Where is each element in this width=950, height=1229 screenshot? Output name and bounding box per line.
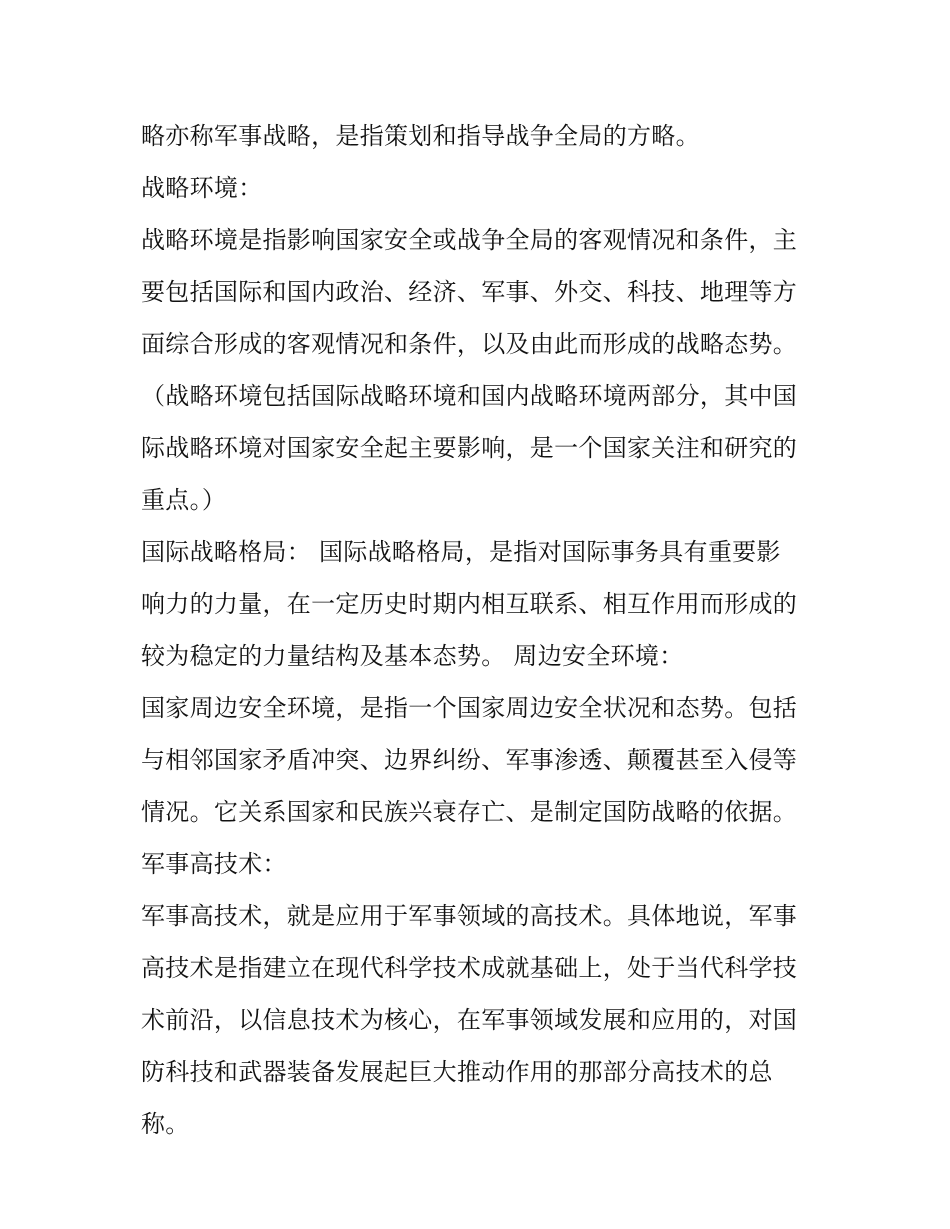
text-line: 较为稳定的力量结构及基本态势。 周边安全环境： (141, 642, 684, 670)
text-line: （战略环境包括国际战略环境和国内战略环境两部分，其中国 (141, 382, 798, 410)
text-line: 战略环境是指影响国家安全或战争全局的客观情况和条件，主 (141, 226, 798, 254)
text-line: 际战略环境对国家安全起主要影响，是一个国家关注和研究的 (141, 434, 798, 462)
text-line: 国家周边安全环境，是指一个国家周边安全状况和态势。包括 (141, 694, 798, 722)
text-line: 响力的力量，在一定历史时期内相互联系、相互作用而形成的 (141, 590, 798, 618)
document-body (141, 110, 813, 1150)
text-line: 称。 (141, 1110, 190, 1138)
section-heading: 战略环境： (141, 174, 263, 202)
text-line: 略亦称军事战略，是指策划和指导战争全局的方略。 (141, 122, 700, 150)
text-line: 要包括国际和国内政治、经济、军事、外交、科技、地理等方 (141, 278, 798, 306)
text-line: 面综合形成的客观情况和条件，以及由此而形成的战略态势。 (141, 330, 798, 358)
text-line: 国际战略格局： 国际战略格局，是指对国际事务具有重要影 (141, 538, 781, 566)
text-line: 与相邻国家矛盾冲突、边界纠纷、军事渗透、颠覆甚至入侵等 (141, 746, 798, 774)
text-line: 高技术是指建立在现代科学技术成就基础上，处于当代科学技 (141, 954, 798, 982)
text-line: 重点。） (141, 486, 227, 514)
text-line: 术前沿，以信息技术为核心，在军事领域发展和应用的，对国 (141, 1006, 798, 1034)
text-line: 情况。它关系国家和民族兴衰存亡、是制定国防战略的依据。 (141, 798, 798, 826)
section-heading: 军事高技术： (141, 850, 287, 878)
text-line: 防科技和武器装备发展起巨大推动作用的那部分高技术的总 (141, 1058, 773, 1086)
text-line: 军事高技术，就是应用于军事领域的高技术。具体地说，军事 (141, 902, 798, 930)
